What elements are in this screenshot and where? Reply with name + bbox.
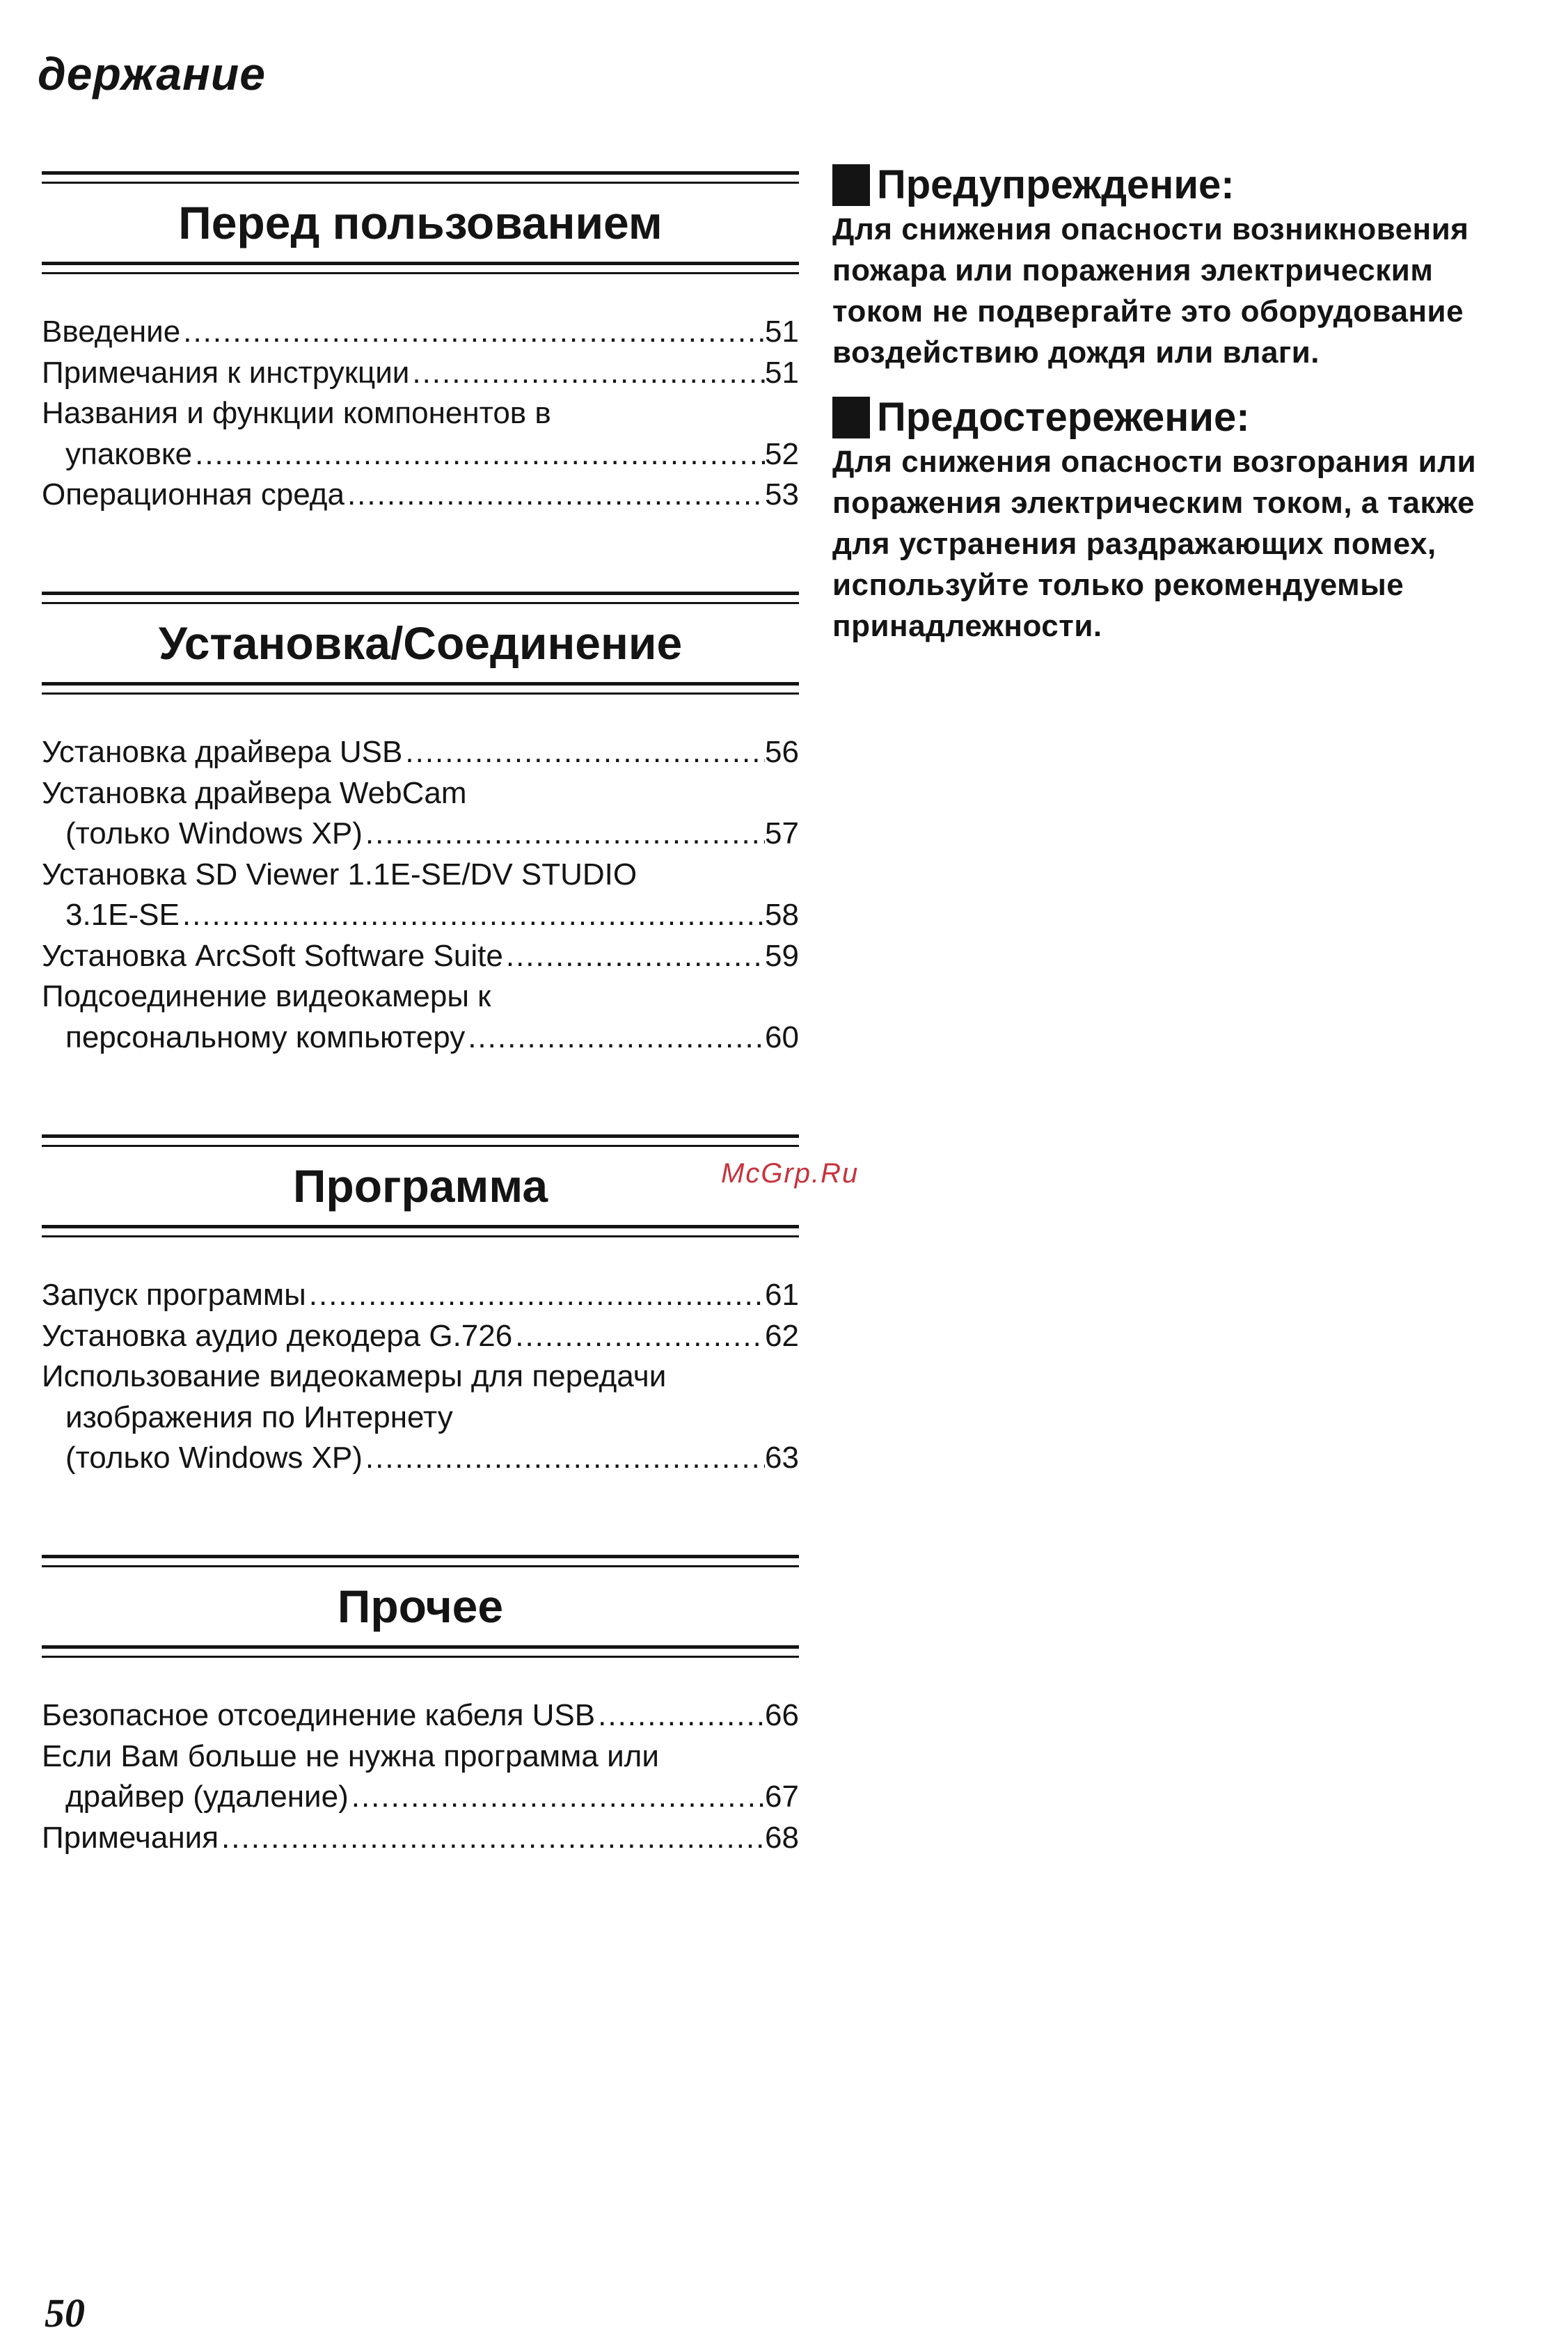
notice-line: поражения электрическим током, а также bbox=[832, 486, 1475, 520]
notice-line: принадлежности. bbox=[832, 609, 1102, 643]
toc-entry-row bbox=[42, 895, 799, 936]
toc-entry-text: (только Windows XP) bbox=[65, 816, 363, 850]
toc-list bbox=[42, 312, 799, 516]
toc-entry bbox=[42, 976, 799, 1058]
dot-leader bbox=[409, 353, 765, 394]
toc-entry-text: Запуск программы bbox=[42, 1278, 306, 1312]
toc-page-number: 62 bbox=[765, 1318, 799, 1353]
notice-title: Предупреждение: bbox=[877, 162, 1235, 207]
toc-section bbox=[42, 171, 799, 516]
toc-section bbox=[42, 1134, 799, 1479]
toc-entry-text: изображения по Интернету bbox=[65, 1400, 453, 1434]
toc-entry bbox=[42, 475, 799, 516]
section-bottom-rule bbox=[42, 1645, 799, 1658]
notice-line: пожара или поражения электрическим bbox=[832, 253, 1434, 287]
dot-leader bbox=[363, 1438, 765, 1479]
toc-entry-row bbox=[42, 434, 799, 475]
section-bottom-rule bbox=[42, 682, 799, 695]
dot-leader bbox=[512, 1316, 765, 1357]
safety-notices bbox=[832, 161, 1542, 667]
toc-section bbox=[42, 1555, 799, 1858]
toc-entry-text: Введение bbox=[42, 315, 181, 349]
toc-entry bbox=[42, 1356, 799, 1479]
section-heading: Установка/Соединение bbox=[158, 617, 683, 669]
toc-entry-row bbox=[42, 1017, 799, 1059]
toc-page-number: 51 bbox=[765, 315, 799, 349]
toc-page-number: 52 bbox=[765, 436, 799, 471]
toc-entry bbox=[42, 353, 799, 394]
notice-heading bbox=[832, 394, 1542, 441]
notice-line: током не подвергайте это оборудование bbox=[832, 294, 1464, 328]
toc-entry-text: Установка SD Viewer 1.1E-SE/DV STUDIO bbox=[42, 857, 638, 892]
section-heading: Перед пользованием bbox=[178, 197, 663, 248]
section-top-rule bbox=[42, 1555, 799, 1567]
toc-entry bbox=[42, 393, 799, 475]
toc-page-number: 58 bbox=[765, 898, 799, 932]
toc-page-number: 60 bbox=[765, 1020, 799, 1054]
section-bottom-rule bbox=[42, 262, 799, 274]
dot-leader bbox=[192, 434, 765, 475]
toc-section bbox=[42, 592, 799, 1058]
toc-list bbox=[42, 1275, 799, 1479]
toc-entry-text: упаковке bbox=[65, 436, 193, 471]
toc-entry-text: Примечания bbox=[42, 1820, 219, 1855]
toc-entry-text: Подсоединение видеокамеры к bbox=[42, 979, 491, 1013]
dot-leader bbox=[180, 312, 765, 353]
toc-page-number: 61 bbox=[765, 1278, 799, 1312]
dot-leader bbox=[180, 895, 765, 936]
toc-page-number: 59 bbox=[765, 938, 799, 973]
toc-entry-text: Если Вам больше не нужна программа или bbox=[42, 1739, 659, 1773]
toc-entry bbox=[42, 773, 799, 855]
section-bottom-rule bbox=[42, 1225, 799, 1237]
toc-entry-text: Названия и функции компонентов в bbox=[42, 396, 551, 430]
toc-page-number: 66 bbox=[765, 1698, 799, 1732]
notice-heading bbox=[832, 161, 1542, 209]
toc-entry-text: Установка драйвера WebCam bbox=[42, 775, 467, 810]
toc-entry-row bbox=[42, 1695, 799, 1736]
toc-entry-text: Установка аудио декодера G.726 bbox=[42, 1318, 513, 1353]
toc-entry-text: (только Windows XP) bbox=[65, 1441, 363, 1475]
black-square-icon bbox=[832, 397, 870, 438]
toc-entry-row bbox=[42, 814, 799, 855]
dot-leader bbox=[595, 1695, 765, 1736]
toc-page-number: 53 bbox=[765, 477, 799, 512]
toc-entry bbox=[42, 1275, 799, 1316]
toc-page-number: 51 bbox=[765, 355, 799, 390]
toc-entry-row bbox=[42, 1316, 799, 1357]
watermark: McGrp.Ru bbox=[721, 1158, 860, 1189]
dot-leader bbox=[465, 1017, 765, 1059]
toc-entry-row bbox=[42, 732, 799, 773]
toc-entry-text: драйвер (удаление) bbox=[65, 1780, 349, 1814]
toc-entry bbox=[42, 1818, 799, 1859]
toc-page-number: 57 bbox=[765, 816, 799, 850]
page-number: 50 bbox=[45, 2290, 85, 2336]
toc-entry bbox=[42, 1736, 799, 1818]
toc-entry bbox=[42, 732, 799, 773]
toc-entry-row bbox=[42, 1818, 799, 1859]
toc-entry-text: Безопасное отсоединение кабеля USB bbox=[42, 1698, 596, 1732]
notice-line: Для снижения опасности возникновения bbox=[832, 212, 1469, 246]
dot-leader bbox=[345, 475, 765, 516]
section-top-rule bbox=[42, 1134, 799, 1147]
notice-line: воздействию дождя или влаги. bbox=[832, 335, 1320, 370]
toc-entry-text: Примечания к инструкции bbox=[42, 355, 410, 390]
notice-title: Предостережение: bbox=[877, 395, 1250, 440]
toc-entry-text: 3.1E-SE bbox=[65, 898, 180, 932]
toc-entry-row bbox=[42, 1438, 799, 1479]
notice-line: Для снижения опасности возгорания или bbox=[832, 445, 1477, 479]
toc-entry-row bbox=[42, 1275, 799, 1316]
notice-body bbox=[832, 209, 1542, 373]
dot-leader bbox=[402, 732, 765, 773]
toc-entry bbox=[42, 936, 799, 977]
dot-leader bbox=[219, 1818, 765, 1859]
toc-page-number: 63 bbox=[765, 1441, 799, 1475]
toc-entry-text: Установка драйвера USB bbox=[42, 735, 403, 769]
warning-notice bbox=[832, 161, 1542, 373]
dot-leader bbox=[306, 1275, 765, 1316]
page-title: держание bbox=[38, 48, 266, 100]
toc-entry bbox=[42, 1695, 799, 1736]
toc-list bbox=[42, 1695, 799, 1858]
toc-entry-text: Операционная среда bbox=[42, 477, 345, 512]
toc-entry bbox=[42, 855, 799, 936]
toc-entry-row bbox=[42, 936, 799, 977]
toc-list bbox=[42, 732, 799, 1058]
toc-entry-text: Использование видеокамеры для передачи bbox=[42, 1359, 667, 1393]
toc-page-number: 68 bbox=[765, 1820, 799, 1855]
toc-entry-row bbox=[42, 312, 799, 353]
toc-entry-text: Установка ArcSoft Software Suite bbox=[42, 938, 503, 973]
toc-page-number: 67 bbox=[765, 1780, 799, 1814]
section-top-rule bbox=[42, 592, 799, 604]
toc-entry-text: персональному компьютеру bbox=[65, 1020, 466, 1054]
section-heading: Прочее bbox=[337, 1581, 504, 1632]
section-heading: Программа bbox=[292, 1160, 548, 1212]
dot-leader bbox=[503, 936, 765, 977]
dot-leader bbox=[363, 814, 765, 855]
toc-entry-row bbox=[42, 353, 799, 394]
notice-line: используйте только рекомендуемые bbox=[832, 568, 1404, 602]
caution-notice bbox=[832, 394, 1542, 647]
toc-page-number: 56 bbox=[765, 735, 799, 769]
toc-entry-row bbox=[42, 1777, 799, 1818]
toc-entry bbox=[42, 312, 799, 353]
notice-line: для устранения раздражающих помех, bbox=[832, 527, 1436, 561]
notice-body bbox=[832, 441, 1542, 647]
section-top-rule bbox=[42, 171, 799, 184]
black-square-icon bbox=[832, 164, 870, 206]
toc-entry-row bbox=[42, 475, 799, 516]
toc-entry bbox=[42, 1316, 799, 1357]
dot-leader bbox=[349, 1777, 765, 1818]
